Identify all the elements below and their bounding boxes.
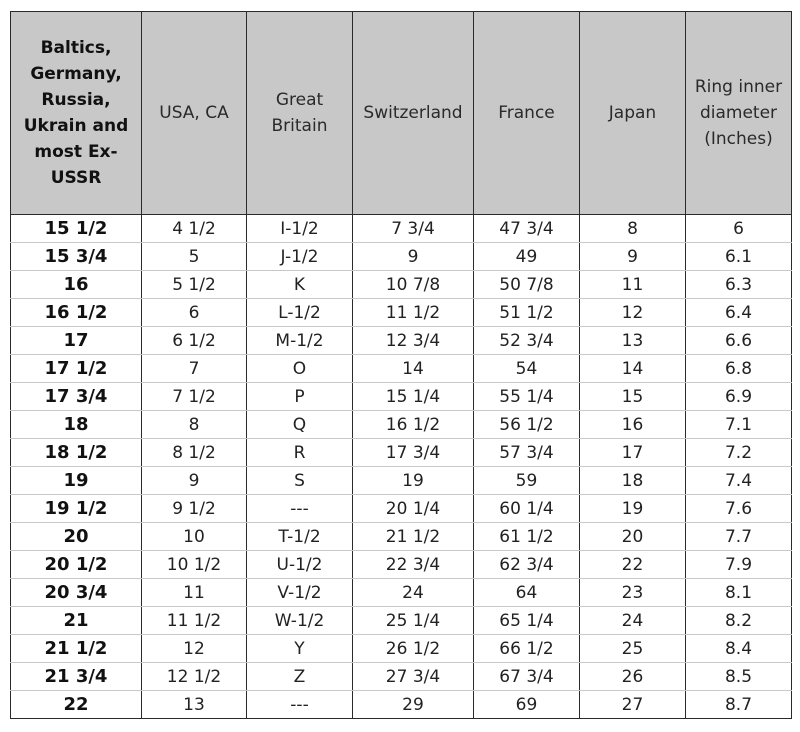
cell-france: 64	[474, 579, 580, 607]
cell-switzerland: 24	[353, 579, 474, 607]
cell-inner-diameter: 6.3	[686, 271, 792, 299]
cell-great-britain: W-1/2	[247, 607, 353, 635]
cell-switzerland: 12 3/4	[353, 327, 474, 355]
cell-ex-ussr: 15 3/4	[11, 243, 142, 271]
cell-france: 55 1/4	[474, 383, 580, 411]
cell-ex-ussr: 22	[11, 691, 142, 719]
cell-japan: 14	[580, 355, 686, 383]
cell-inner-diameter: 6	[686, 215, 792, 243]
cell-inner-diameter: 6.6	[686, 327, 792, 355]
cell-usa-ca: 10	[142, 523, 247, 551]
header-switzerland: Switzerland	[353, 12, 474, 215]
cell-switzerland: 19	[353, 467, 474, 495]
cell-great-britain: U-1/2	[247, 551, 353, 579]
cell-switzerland: 15 1/4	[353, 383, 474, 411]
cell-inner-diameter: 6.4	[686, 299, 792, 327]
cell-inner-diameter: 7.4	[686, 467, 792, 495]
cell-inner-diameter: 7.7	[686, 523, 792, 551]
cell-switzerland: 14	[353, 355, 474, 383]
table-body	[11, 215, 792, 719]
cell-ex-ussr: 21 3/4	[11, 663, 142, 691]
cell-ex-ussr: 20 3/4	[11, 579, 142, 607]
table-row	[11, 467, 792, 495]
cell-usa-ca: 8 1/2	[142, 439, 247, 467]
cell-switzerland: 17 3/4	[353, 439, 474, 467]
cell-france: 52 3/4	[474, 327, 580, 355]
table-row	[11, 691, 792, 719]
ring-size-conversion-table	[10, 11, 792, 719]
cell-inner-diameter: 6.1	[686, 243, 792, 271]
cell-usa-ca: 12	[142, 635, 247, 663]
table-row	[11, 243, 792, 271]
cell-inner-diameter: 8.1	[686, 579, 792, 607]
cell-france: 51 1/2	[474, 299, 580, 327]
cell-usa-ca: 5 1/2	[142, 271, 247, 299]
cell-great-britain: Q	[247, 411, 353, 439]
cell-switzerland: 25 1/4	[353, 607, 474, 635]
cell-japan: 18	[580, 467, 686, 495]
table-row	[11, 579, 792, 607]
cell-ex-ussr: 20	[11, 523, 142, 551]
cell-switzerland: 16 1/2	[353, 411, 474, 439]
cell-ex-ussr: 19 1/2	[11, 495, 142, 523]
table-row	[11, 411, 792, 439]
cell-ex-ussr: 15 1/2	[11, 215, 142, 243]
cell-usa-ca: 6 1/2	[142, 327, 247, 355]
table-row	[11, 215, 792, 243]
cell-great-britain: L-1/2	[247, 299, 353, 327]
cell-great-britain: Z	[247, 663, 353, 691]
header-ring-inner-diameter: Ring inner diameter (Inches)	[686, 12, 792, 215]
cell-france: 56 1/2	[474, 411, 580, 439]
table-row	[11, 327, 792, 355]
cell-france: 65 1/4	[474, 607, 580, 635]
cell-ex-ussr: 16	[11, 271, 142, 299]
cell-japan: 27	[580, 691, 686, 719]
cell-france: 49	[474, 243, 580, 271]
cell-great-britain: I-1/2	[247, 215, 353, 243]
table-row	[11, 635, 792, 663]
cell-ex-ussr: 20 1/2	[11, 551, 142, 579]
cell-japan: 8	[580, 215, 686, 243]
cell-france: 60 1/4	[474, 495, 580, 523]
cell-inner-diameter: 6.8	[686, 355, 792, 383]
cell-usa-ca: 8	[142, 411, 247, 439]
cell-great-britain: O	[247, 355, 353, 383]
cell-ex-ussr: 17 3/4	[11, 383, 142, 411]
cell-ex-ussr: 17 1/2	[11, 355, 142, 383]
cell-usa-ca: 9 1/2	[142, 495, 247, 523]
cell-usa-ca: 11 1/2	[142, 607, 247, 635]
cell-japan: 24	[580, 607, 686, 635]
cell-usa-ca: 7	[142, 355, 247, 383]
cell-france: 59	[474, 467, 580, 495]
cell-ex-ussr: 21 1/2	[11, 635, 142, 663]
cell-great-britain: J-1/2	[247, 243, 353, 271]
header-ex-ussr: Baltics, Germany, Russia, Ukrain and most Ex-USSR	[11, 12, 142, 215]
cell-ex-ussr: 16 1/2	[11, 299, 142, 327]
cell-japan: 16	[580, 411, 686, 439]
cell-france: 61 1/2	[474, 523, 580, 551]
cell-great-britain: ---	[247, 495, 353, 523]
cell-usa-ca: 5	[142, 243, 247, 271]
cell-great-britain: P	[247, 383, 353, 411]
cell-switzerland: 26 1/2	[353, 635, 474, 663]
cell-usa-ca: 6	[142, 299, 247, 327]
cell-switzerland: 20 1/4	[353, 495, 474, 523]
table-header-row	[11, 12, 792, 215]
cell-switzerland: 10 7/8	[353, 271, 474, 299]
cell-great-britain: T-1/2	[247, 523, 353, 551]
header-france: France	[474, 12, 580, 215]
cell-inner-diameter: 7.6	[686, 495, 792, 523]
cell-great-britain: S	[247, 467, 353, 495]
table-row	[11, 663, 792, 691]
cell-usa-ca: 7 1/2	[142, 383, 247, 411]
cell-switzerland: 9	[353, 243, 474, 271]
cell-japan: 23	[580, 579, 686, 607]
cell-japan: 13	[580, 327, 686, 355]
cell-usa-ca: 4 1/2	[142, 215, 247, 243]
table-row	[11, 271, 792, 299]
cell-japan: 26	[580, 663, 686, 691]
header-japan: Japan	[580, 12, 686, 215]
table-row	[11, 439, 792, 467]
cell-france: 69	[474, 691, 580, 719]
cell-inner-diameter: 6.9	[686, 383, 792, 411]
cell-switzerland: 22 3/4	[353, 551, 474, 579]
table-row	[11, 495, 792, 523]
cell-inner-diameter: 8.2	[686, 607, 792, 635]
cell-switzerland: 21 1/2	[353, 523, 474, 551]
cell-switzerland: 11 1/2	[353, 299, 474, 327]
cell-switzerland: 27 3/4	[353, 663, 474, 691]
cell-japan: 12	[580, 299, 686, 327]
cell-usa-ca: 12 1/2	[142, 663, 247, 691]
table-row	[11, 355, 792, 383]
cell-france: 54	[474, 355, 580, 383]
table-row	[11, 523, 792, 551]
cell-japan: 11	[580, 271, 686, 299]
cell-france: 67 3/4	[474, 663, 580, 691]
cell-france: 62 3/4	[474, 551, 580, 579]
cell-france: 66 1/2	[474, 635, 580, 663]
cell-japan: 9	[580, 243, 686, 271]
cell-switzerland: 7 3/4	[353, 215, 474, 243]
header-great-britain: Great Britain	[247, 12, 353, 215]
cell-japan: 19	[580, 495, 686, 523]
cell-inner-diameter: 7.2	[686, 439, 792, 467]
table-row	[11, 383, 792, 411]
cell-ex-ussr: 21	[11, 607, 142, 635]
cell-france: 57 3/4	[474, 439, 580, 467]
table-row	[11, 299, 792, 327]
cell-japan: 20	[580, 523, 686, 551]
cell-great-britain: K	[247, 271, 353, 299]
cell-usa-ca: 13	[142, 691, 247, 719]
table-row	[11, 607, 792, 635]
header-usa-ca: USA, CA	[142, 12, 247, 215]
cell-ex-ussr: 19	[11, 467, 142, 495]
cell-japan: 22	[580, 551, 686, 579]
cell-japan: 25	[580, 635, 686, 663]
cell-switzerland: 29	[353, 691, 474, 719]
cell-great-britain: M-1/2	[247, 327, 353, 355]
cell-france: 47 3/4	[474, 215, 580, 243]
cell-inner-diameter: 7.9	[686, 551, 792, 579]
cell-ex-ussr: 18	[11, 411, 142, 439]
cell-inner-diameter: 8.4	[686, 635, 792, 663]
cell-france: 50 7/8	[474, 271, 580, 299]
cell-inner-diameter: 8.7	[686, 691, 792, 719]
cell-great-britain: Y	[247, 635, 353, 663]
cell-inner-diameter: 8.5	[686, 663, 792, 691]
cell-great-britain: R	[247, 439, 353, 467]
cell-usa-ca: 10 1/2	[142, 551, 247, 579]
cell-great-britain: ---	[247, 691, 353, 719]
cell-japan: 17	[580, 439, 686, 467]
table-row	[11, 551, 792, 579]
cell-great-britain: V-1/2	[247, 579, 353, 607]
cell-usa-ca: 11	[142, 579, 247, 607]
cell-japan: 15	[580, 383, 686, 411]
cell-ex-ussr: 17	[11, 327, 142, 355]
cell-ex-ussr: 18 1/2	[11, 439, 142, 467]
cell-inner-diameter: 7.1	[686, 411, 792, 439]
cell-usa-ca: 9	[142, 467, 247, 495]
ring-size-table-container	[10, 11, 792, 719]
